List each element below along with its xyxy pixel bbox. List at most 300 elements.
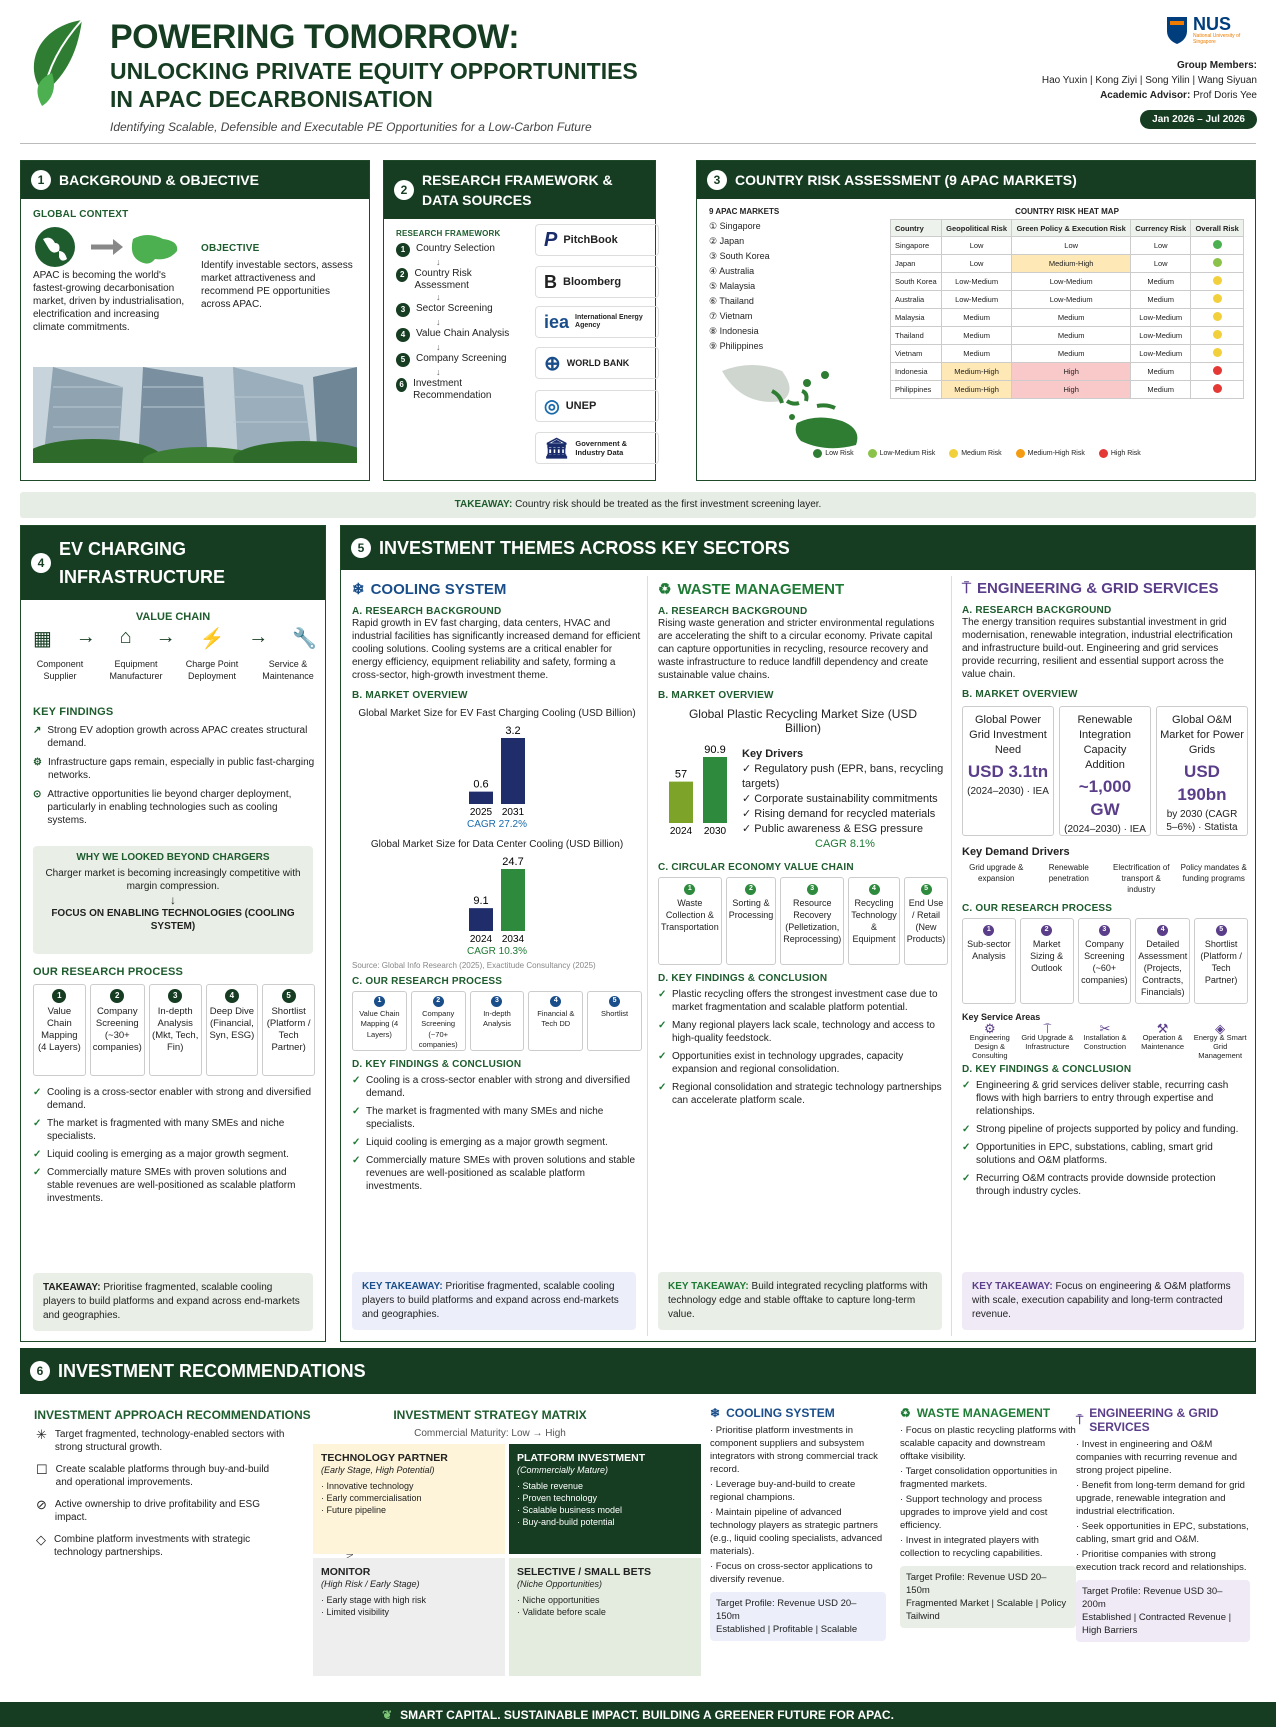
- bar-value-label: 3.2: [505, 725, 521, 737]
- service-area-label: Operation & Maintenance: [1141, 1033, 1185, 1051]
- nus-crest-icon: [1165, 15, 1189, 45]
- date-badge: Jan 2026 – Jul 2026: [1140, 110, 1257, 129]
- eng-takeaway-box: [962, 1272, 1244, 1330]
- step-number: 4: [869, 884, 880, 895]
- why-text: Charger market is becoming increasingly competitive with margin compression.: [45, 868, 301, 892]
- legend-label: Medium Risk: [961, 450, 1002, 457]
- value-chain-label: VALUE CHAIN: [135, 611, 211, 623]
- approach-list: [36, 1428, 286, 1568]
- source-government: [535, 432, 659, 464]
- pitchbook-icon: P: [544, 228, 558, 251]
- step-label: Company Screening (~60+ companies): [1081, 938, 1128, 985]
- step-label: Investment Recommendation: [413, 378, 492, 401]
- step-number: 5: [1216, 925, 1227, 936]
- takeaway-text: Country risk should be treated as the first investment screening layer.: [515, 499, 822, 510]
- country-cell: South Korea: [891, 273, 942, 291]
- country-cell: Japan: [891, 255, 942, 273]
- process-step: [411, 991, 466, 1051]
- heatmap-title: COUNTRY RISK HEAT MAP: [1015, 207, 1119, 216]
- country-cell: Singapore: [891, 237, 942, 255]
- service-area: [962, 1021, 1018, 1060]
- risk-dot: [1213, 240, 1222, 249]
- finding-text: Strong EV adoption growth across APAC creates structural demand.: [47, 725, 308, 749]
- table-row: [891, 291, 1244, 309]
- risk-cell: Low: [1131, 255, 1191, 273]
- markets-list: [709, 219, 770, 354]
- source-iea: [535, 306, 659, 338]
- framework-step: [396, 243, 516, 257]
- waste-takeaway-box: [658, 1272, 942, 1330]
- chart-title: Global Plastic Recycling Market Size (USD Billion): [688, 707, 918, 735]
- legend-dot: [1099, 449, 1108, 458]
- value-chain-label: Component Supplier: [36, 659, 84, 681]
- risk-heatmap-table: [890, 219, 1244, 399]
- arrow-icon: →: [155, 626, 176, 648]
- theme-waste: [658, 580, 948, 1340]
- market-item: ⑦ Vietnam: [709, 311, 753, 321]
- step-label: Recycling Technology & Equipment: [851, 897, 897, 944]
- factory-icon: ⌂: [119, 626, 132, 648]
- market-item: ⑥ Thailand: [709, 296, 754, 306]
- drivers-title: Key Drivers: [742, 748, 804, 760]
- section-header: [341, 526, 1255, 570]
- research-process-steps: [962, 918, 1248, 1004]
- risk-dot: [1213, 330, 1222, 339]
- country-cell: Australia: [891, 291, 942, 309]
- service-area-icon: ◈: [1215, 1021, 1226, 1036]
- chart-cagr: CAGR 10.3%: [466, 946, 528, 957]
- risk-cell: Low-Medium: [941, 291, 1011, 309]
- step-label: Company Screening (~70+ companies): [418, 1008, 458, 1050]
- risk-cell: Medium: [1131, 291, 1191, 309]
- arrow-down-icon: ↓: [436, 292, 441, 302]
- step-label: Shortlist (Platform / Tech Partner): [266, 1006, 311, 1053]
- column-header: Country: [891, 220, 942, 237]
- process-step: [780, 877, 844, 965]
- members-label: Group Members:: [1176, 60, 1257, 71]
- nus-logo-text: NUS: [1193, 14, 1232, 34]
- column-header: Green Policy & Execution Risk: [1012, 220, 1131, 237]
- rec-cooling: [710, 1406, 886, 1641]
- quadrant-item: · Buy-and-build potential: [517, 1517, 615, 1527]
- footer-text: SMART CAPITAL. SUSTAINABLE IMPACT. BUILDING A GREENER FUTURE FOR APAC.: [400, 1707, 894, 1722]
- approach-item: [36, 1533, 286, 1559]
- overall-risk-cell: [1191, 363, 1244, 381]
- risk-cell: Medium-High: [941, 363, 1011, 381]
- column-header: Currency Risk: [1131, 220, 1191, 237]
- arrow-down-icon: ↓: [436, 317, 441, 327]
- step-label: In-depth Analysis (Mkt, Tech, Fin): [152, 1006, 199, 1053]
- target-profile: Target Profile: Revenue USD 20–150m: [716, 1598, 857, 1622]
- datacenter-cooling-chart: [352, 851, 642, 947]
- legend-label: Low-Medium Risk: [879, 450, 936, 457]
- step-number: 3: [807, 884, 818, 895]
- why-title: WHY WE LOOKED BEYOND CHARGERS: [76, 852, 270, 863]
- arrow-down-icon: ↓: [170, 893, 176, 907]
- rec-item: · Leverage buy-and-build to create regional champions.: [710, 1479, 856, 1503]
- quadrant-monitor: [313, 1558, 505, 1676]
- page-subtitle-2: IN APAC DECARBONISATION: [110, 86, 433, 112]
- legend-item: [868, 449, 936, 458]
- takeaway-bar: [20, 492, 1256, 518]
- risk-cell: Medium: [1131, 363, 1191, 381]
- kpi-label: Global O&M Market for Power Grids: [1160, 714, 1244, 756]
- market-overview-label: B. MARKET OVERVIEW: [962, 689, 1078, 700]
- bloomberg-icon: B: [544, 271, 557, 292]
- quadrant-subtitle: (Commercially Mature): [517, 1465, 609, 1475]
- risk-cell: High: [1012, 381, 1131, 399]
- risk-dot: [1213, 384, 1222, 393]
- risk-cell: Low-Medium: [1131, 327, 1191, 345]
- column-divider: [647, 576, 648, 1336]
- finding-item: ✓ Engineering & grid services deliver stable, recurring cash flows with high barriers to entry through expertise and relationships.: [962, 1079, 1248, 1118]
- risk-cell: High: [1012, 363, 1131, 381]
- market-item: ⑤ Malaysia: [709, 281, 756, 291]
- source-worldbank: [535, 347, 659, 379]
- kpi-card: [962, 706, 1054, 836]
- finding-item: ✓ Liquid cooling is emerging as a major growth segment.: [352, 1136, 642, 1149]
- service-area-label: Grid Upgrade & Infrastructure: [1021, 1033, 1074, 1051]
- findings-label: D. KEY FINDINGS & CONCLUSION: [658, 973, 828, 984]
- risk-cell: Medium: [941, 309, 1011, 327]
- quadrant-tech-partner: [313, 1444, 505, 1554]
- kpi-value: ~1,000 GW: [1078, 777, 1132, 819]
- value-chain-labels: [27, 658, 321, 682]
- page-subtitle-1: UNLOCKING PRIVATE EQUITY OPPORTUNITIES: [110, 58, 638, 84]
- finding-icon: ⊙: [33, 789, 42, 800]
- section-ev-charging: [20, 525, 326, 1342]
- quadrant-title: PLATFORM INVESTMENT: [517, 1452, 646, 1464]
- service-area: [1077, 1021, 1133, 1060]
- markets-label: 9 APAC MARKETS: [709, 207, 780, 216]
- risk-cell: Medium: [941, 345, 1011, 363]
- target-tags: Established | Contracted Revenue | High Barriers: [1082, 1612, 1232, 1636]
- quadrant-item: · Early stage with high risk: [321, 1595, 427, 1605]
- target-profile: Target Profile: Revenue USD 20–150m: [906, 1572, 1047, 1596]
- conclusion-item: ✓ Commercially mature SMEs with proven solutions and stable revenues are well-positioned as scalable platform investments.: [33, 1166, 315, 1205]
- research-process-label: C. OUR RESEARCH PROCESS: [352, 976, 503, 987]
- findings-label: D. KEY FINDINGS & CONCLUSION: [962, 1064, 1132, 1075]
- section-number: 1: [31, 170, 51, 190]
- finding-item: ✓ Regional consolidation and strategic technology partnerships can accelerate platform scale.: [658, 1081, 948, 1107]
- country-cell: Indonesia: [891, 363, 942, 381]
- driver-item: Renewable penetration: [1048, 863, 1089, 883]
- section-title: RESEARCH FRAMEWORK & DATA SOURCES: [422, 172, 613, 208]
- bar: [703, 757, 727, 823]
- section-header: [20, 1348, 1256, 1394]
- step-label: Deep Dive (Financial, Syn, ESG): [209, 1006, 255, 1041]
- source-label: PitchBook: [563, 234, 618, 246]
- quadrant-item: · Limited visibility: [321, 1607, 390, 1617]
- rec-item: · Support technology and process upgrades to improve yield and cost efficiency.: [900, 1494, 1048, 1531]
- rec-item: · Maintain pipeline of advanced technology players as strategic partners (e.g., liquid cooling specialists, advanced materials).: [710, 1507, 883, 1557]
- arrow-icon: →: [248, 626, 269, 648]
- overall-risk-cell: [1191, 345, 1244, 363]
- risk-dot: [1213, 294, 1222, 303]
- overall-risk-cell: [1191, 273, 1244, 291]
- risk-dot: [1213, 258, 1222, 267]
- process-step: [33, 984, 86, 1076]
- country-cell: Philippines: [891, 381, 942, 399]
- step-label: Sub-sector Analysis: [967, 938, 1011, 961]
- global-context-label: GLOBAL CONTEXT: [33, 209, 129, 220]
- step-label: Detailed Assessment (Projects, Contracts, Financials): [1138, 938, 1188, 997]
- service-areas-title: Key Service Areas: [962, 1012, 1041, 1022]
- country-cell: Malaysia: [891, 309, 942, 327]
- process-step: [1194, 918, 1248, 1004]
- risk-cell: Low-Medium: [1131, 345, 1191, 363]
- finding-item: ✓ Strong pipeline of projects supported by policy and funding.: [962, 1123, 1248, 1136]
- apac-map: [717, 361, 867, 451]
- step-number: 5: [396, 353, 410, 367]
- driver-item: ✓ Public awareness & ESG pressure: [742, 823, 924, 835]
- quadrant-item: · Innovative technology: [321, 1481, 414, 1491]
- framework-step: [396, 328, 516, 342]
- risk-legend: [697, 449, 1257, 458]
- city-buildings-image: [33, 367, 357, 463]
- step-label: Waste Collection & Transportation: [661, 897, 719, 932]
- service-area-icon: ✂: [1099, 1021, 1111, 1036]
- overall-risk-cell: [1191, 327, 1244, 345]
- step-number: 1: [396, 243, 410, 257]
- risk-cell: Medium-High: [941, 381, 1011, 399]
- process-step: [1078, 918, 1132, 1004]
- section-recommendations: [20, 1348, 1256, 1698]
- step-label: Company Screening (~30+ companies): [92, 1006, 142, 1053]
- rec-heading: [900, 1406, 1076, 1420]
- finding-item: ✓ Opportunities in EPC, substations, cabling, smart grid solutions and O&M platforms.: [962, 1141, 1248, 1167]
- service-area-icon: ⚙: [983, 1021, 996, 1036]
- recycle-icon: ♻: [658, 581, 672, 598]
- finding-item: ✓ Opportunities exist in technology upgrades, capacity expansion and regional consolidation.: [658, 1050, 948, 1076]
- page-title: POWERING TOMORROW:: [110, 18, 520, 56]
- driver-item: Grid upgrade & expansion: [969, 863, 1024, 883]
- risk-dot: [1213, 312, 1222, 321]
- driver-item: Policy mandates & funding programs: [1180, 863, 1247, 883]
- step-number: 6: [396, 378, 407, 392]
- section-header: [21, 161, 369, 199]
- table-row: [891, 327, 1244, 345]
- bar-value-label: 0.6: [473, 778, 489, 791]
- snowflake-icon: ❄: [710, 1406, 721, 1420]
- kpi-value: USD 190bn: [1177, 762, 1227, 804]
- process-step: [149, 984, 202, 1076]
- drivers-list: [742, 762, 948, 837]
- step-label: Shortlist (Platform / Tech Partner): [1200, 938, 1242, 985]
- step-number: 3: [491, 996, 502, 1007]
- overall-risk-cell: [1191, 309, 1244, 327]
- section-number: 2: [394, 180, 414, 200]
- quadrant-subtitle: (High Risk / Early Stage): [321, 1579, 420, 1589]
- legend-dot: [949, 449, 958, 458]
- chart-title: Global Market Size for EV Fast Charging Cooling (USD Billion): [358, 708, 636, 719]
- header-rule: [20, 143, 1256, 144]
- bar-value-label: 90.9: [704, 744, 726, 756]
- legend-dot: [813, 449, 822, 458]
- step-number: 5: [609, 996, 620, 1007]
- waste-chart-row: [658, 739, 948, 852]
- quadrant-item: · Future pipeline: [321, 1505, 387, 1515]
- footer: [0, 1702, 1276, 1727]
- approach-item: [36, 1428, 286, 1454]
- arrow-icon: →: [75, 626, 96, 648]
- rec-item: · Invest in integrated players with collection to recycling capabilities.: [900, 1535, 1043, 1559]
- approach-item: [36, 1463, 286, 1489]
- risk-cell: Medium: [1012, 345, 1131, 363]
- framework-step: [396, 378, 516, 402]
- chart-title: Global Market Size for Data Center Cooling (USD Billion): [370, 839, 624, 850]
- globe-icon: [33, 225, 183, 269]
- step-number: 4: [225, 989, 239, 1003]
- rec-item: · Focus on plastic recycling platforms with scalable capacity and downstream offtake visibility.: [900, 1425, 1076, 1462]
- target-tags: Fragmented Market | Scalable | Policy Tailwind: [906, 1598, 1067, 1622]
- column-header: Overall Risk: [1191, 220, 1244, 237]
- wrench-icon: 🔧: [292, 628, 317, 650]
- step-number: 3: [168, 989, 182, 1003]
- target-box: [710, 1592, 886, 1641]
- theme-title: WASTE MANAGEMENT: [677, 580, 845, 598]
- research-process-label: OUR RESEARCH PROCESS: [33, 966, 184, 978]
- column-header: Geopolitical Risk: [941, 220, 1011, 237]
- findings-list: [352, 1074, 642, 1193]
- rec-waste: [900, 1406, 1076, 1628]
- step-number: 1: [983, 925, 994, 936]
- conclusion-item: ✓ The market is fragmented with many SMEs and niche specialists.: [33, 1117, 315, 1143]
- kpi-source: (2024–2030) · IEA: [1064, 824, 1146, 835]
- rec-item: · Prioritise companies with strong execution track record and relationships.: [1076, 1549, 1247, 1573]
- source-label: UNEP: [565, 400, 597, 412]
- step-label: In-depth Analysis: [483, 1008, 511, 1029]
- bar: [469, 908, 493, 931]
- risk-cell: Medium: [1012, 327, 1131, 345]
- chart-cagr: CAGR 8.1%: [815, 838, 875, 850]
- research-process-steps: [33, 984, 315, 1076]
- driver-item: Electrification of transport & industry: [1113, 863, 1170, 894]
- kpi-source: by 2030 (CAGR 5–6%) · Statista: [1166, 809, 1238, 833]
- finding-item: ✓ The market is fragmented with many SMEs and niche specialists.: [352, 1105, 642, 1131]
- pylon-icon: ⍑: [962, 580, 972, 597]
- service-area-icon: ⍑: [1043, 1021, 1052, 1036]
- quadrant-platform: [509, 1444, 701, 1554]
- findings-list: [658, 988, 948, 1107]
- section-number: 4: [31, 553, 51, 573]
- quadrant-item: · Validate before scale: [517, 1607, 606, 1617]
- kpi-value: USD 3.1tn: [967, 762, 1049, 781]
- table-row: [891, 363, 1244, 381]
- process-step: [528, 991, 583, 1051]
- rec-item: · Focus on cross-sector applications to diversify revenue.: [710, 1561, 873, 1585]
- snowflake-icon: ❄: [352, 581, 365, 598]
- source-label: Government & Industry Data: [575, 439, 628, 457]
- risk-dot: [1213, 348, 1222, 357]
- theme-title: ENGINEERING & GRID SERVICES: [977, 580, 1219, 597]
- step-number: 3: [1099, 925, 1110, 936]
- kpi-source: (2024–2030) · IEA: [967, 786, 1049, 797]
- approach-icon: ◇: [36, 1532, 46, 1547]
- step-label: Market Sizing & Outlook: [1030, 938, 1064, 973]
- quadrant-subtitle: (Early Stage, High Potential): [321, 1465, 435, 1475]
- risk-cell: Low-Medium: [941, 273, 1011, 291]
- step-label: Sector Screening: [416, 303, 493, 314]
- finding-item: ✓ Cooling is a cross-sector enabler with strong and diversified demand.: [352, 1074, 642, 1100]
- country-cell: Thailand: [891, 327, 942, 345]
- theme-engineering: [962, 580, 1248, 1340]
- value-chain-steps: [658, 877, 948, 965]
- process-step: [848, 877, 900, 965]
- overall-risk-cell: [1191, 255, 1244, 273]
- table-row: [891, 309, 1244, 327]
- risk-cell: Low-Medium: [1131, 309, 1191, 327]
- column-divider: [951, 576, 952, 1336]
- chip-icon: ▦: [33, 628, 52, 650]
- rec-heading: [1076, 1406, 1250, 1434]
- process-step: [904, 877, 949, 965]
- quadrant-item: · Niche opportunities: [517, 1595, 600, 1605]
- rec-title: COOLING SYSTEM: [726, 1406, 835, 1420]
- overall-risk-cell: [1191, 291, 1244, 309]
- section-title: EV CHARGING INFRASTRUCTURE: [59, 539, 225, 587]
- conclusion-item: ✓ Cooling is a cross-sector enabler with strong and diversified demand.: [33, 1086, 315, 1112]
- category-label: 2025: [469, 807, 493, 818]
- service-area: [1192, 1021, 1248, 1060]
- framework-label: RESEARCH FRAMEWORK: [396, 229, 501, 238]
- service-area-icon: ⚒: [1156, 1021, 1169, 1036]
- table-row: [891, 255, 1244, 273]
- source-label: International Energy Agency: [575, 314, 643, 329]
- arrow-down-icon: ↓: [436, 367, 441, 377]
- arrow-down-icon: ↓: [436, 257, 441, 267]
- kpi-label: Renewable Integration Capacity Addition: [1077, 714, 1133, 771]
- rec-title: WASTE MANAGEMENT: [916, 1406, 1051, 1420]
- process-step: [587, 991, 642, 1051]
- rec-title: ENGINEERING & GRID SERVICES: [1089, 1406, 1219, 1434]
- source-label: WORLD BANK: [566, 358, 630, 368]
- process-step: [90, 984, 145, 1076]
- risk-dot: [1213, 366, 1222, 375]
- framework-step: [396, 268, 516, 292]
- overall-risk-cell: [1191, 381, 1244, 399]
- source-bloomberg: [535, 266, 659, 298]
- chart-source: Source: Global Info Research (2025), Exactitude Consultancy (2025): [352, 961, 596, 970]
- section-title: INVESTMENT RECOMMENDATIONS: [58, 1361, 366, 1381]
- target-tags: Established | Profitable | Scalable: [716, 1624, 858, 1635]
- service-areas: [962, 1021, 1248, 1060]
- theme-heading: [658, 580, 948, 598]
- bar: [669, 782, 693, 823]
- process-step: [726, 877, 777, 965]
- rec-list: [1076, 1438, 1250, 1574]
- section-number: 6: [30, 1361, 50, 1381]
- kpi-row: [962, 706, 1248, 836]
- step-number: 4: [1157, 925, 1168, 936]
- legend-label: High Risk: [1110, 450, 1141, 457]
- finding-item: [33, 788, 315, 827]
- takeaway-label: KEY TAKEAWAY:: [668, 1281, 749, 1292]
- matrix-title: INVESTMENT STRATEGY MATRIX: [393, 1408, 587, 1422]
- market-overview-label: B. MARKET OVERVIEW: [352, 690, 468, 701]
- service-area-label: Energy & Smart Grid Management: [1193, 1033, 1247, 1060]
- ev-conclusion-list: [33, 1086, 315, 1210]
- risk-cell: Medium: [941, 327, 1011, 345]
- finding-text: Attractive opportunities lie beyond charger deployment, particularly in enabling technologies such as cooling systems.: [47, 789, 292, 826]
- country-cell: Vietnam: [891, 345, 942, 363]
- section-number: 3: [707, 170, 727, 190]
- approach-text: Create scalable platforms through buy-and-build and operational improvements.: [55, 1464, 270, 1488]
- section-number: 5: [351, 538, 371, 558]
- step-number: 2: [1041, 925, 1052, 936]
- finding-icon: ⚙: [33, 757, 42, 768]
- risk-cell: Low: [1131, 237, 1191, 255]
